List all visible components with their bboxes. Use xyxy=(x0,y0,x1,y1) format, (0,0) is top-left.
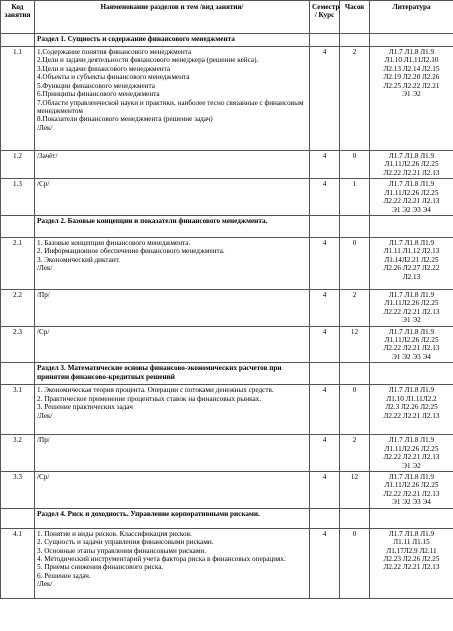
code-cell: 3.2 xyxy=(1,435,35,472)
hours-cell: 0 xyxy=(340,528,370,598)
literature-cell xyxy=(370,47,453,151)
hours-cell: 0 xyxy=(340,237,370,289)
topic-cell xyxy=(35,528,310,598)
literature-line: Э1 Э2 Э3 Э4 xyxy=(392,352,431,361)
semester-cell: 4 xyxy=(310,472,340,509)
literature-line: Л1.7 Л1.8 Л1.9 xyxy=(388,290,435,299)
topic-cell xyxy=(35,472,310,509)
section-code-cell xyxy=(1,508,35,528)
topic-line: 2.Цели и задачи деятельности финансового менеджера (решение кейса). xyxy=(37,56,259,65)
literature-cell xyxy=(370,289,453,326)
topic-cell xyxy=(35,326,310,363)
topic-line: 3.Цели и задачи финансового менеджмента xyxy=(37,64,171,73)
literature-cell xyxy=(370,237,453,289)
topic-cell xyxy=(35,237,310,289)
section-hours-cell xyxy=(340,215,370,237)
topic-cell xyxy=(35,385,310,435)
literature-line: Л2.22 Л2.21 Л2.13 xyxy=(383,563,440,572)
topic-cell xyxy=(35,435,310,472)
literature-line: Л1.7 Л1.8 Л1.9 xyxy=(388,238,435,247)
topic-line: 4. Методический инструментарий учета фактора риска в финансовых операциях. xyxy=(37,554,286,563)
section-semester-cell xyxy=(310,363,340,385)
header-row xyxy=(1,1,453,34)
section-code-cell xyxy=(1,363,35,385)
code-cell: 2.1 xyxy=(1,237,35,289)
section-row xyxy=(1,363,453,385)
code-cell: 2.3 xyxy=(1,326,35,363)
semester-cell: 4 xyxy=(310,528,340,598)
topic-line: /Ср/ xyxy=(37,473,50,482)
literature-line: Л2.22 Л2.21 Л2.13 xyxy=(383,197,440,206)
code-cell: 1.1 xyxy=(1,47,35,151)
topic-line: /Ср/ xyxy=(37,327,50,336)
literature-line: Л1.7 Л1.8 Л1.9 xyxy=(388,152,435,160)
literature-line: Л1.11Л2.26 Л2.25 xyxy=(384,299,439,308)
table-row xyxy=(1,435,453,472)
table-row xyxy=(1,179,453,216)
literature-cell xyxy=(370,179,453,216)
literature-line: Л1.10 Л1.11Л2.2 xyxy=(386,394,437,403)
topic-line: /Лек/ xyxy=(37,580,53,589)
literature-cell xyxy=(370,472,453,509)
topic-line: /Лек/ xyxy=(37,264,53,273)
literature-line: Э1 Э2 Э3 Э4 xyxy=(392,205,431,214)
literature-line: Л2.3 Л2.26 Л2.25 xyxy=(385,403,438,412)
topic-line: 3. Экономический диктант. xyxy=(37,255,121,264)
topic-line: 2. Сущность и задачи управления финансовыми рисками. xyxy=(37,538,214,547)
hours-cell: 2 xyxy=(340,289,370,326)
topic-line: 1. Базовые концепции финансового менеджмента. xyxy=(37,238,191,247)
section-lit-cell xyxy=(370,508,453,528)
semester-cell: 4 xyxy=(310,326,340,363)
semester-cell: 4 xyxy=(310,385,340,435)
topic-cell xyxy=(35,151,310,179)
code-cell: 4.1 xyxy=(1,528,35,598)
section-title: Раздел 3. Математические основы финансово-экономических расчетов при принятии финансово-кредитных решений xyxy=(35,363,310,385)
topic-line: 6.Принципы финансового менеджмента xyxy=(37,90,160,99)
section-code-cell xyxy=(1,215,35,237)
literature-line: Л1.7 Л1.8 Л1.9 xyxy=(388,529,435,538)
topic-line: 2. Информационное обеспечение финансового менеджмента. xyxy=(37,247,225,256)
header-code: Код занятия xyxy=(1,1,35,34)
topic-line: 1. Экономическая теория процента. Операции с потоками денежных средств. xyxy=(37,386,274,395)
literature-line: Л2.13 xyxy=(402,272,421,281)
topic-line: /Пр/ xyxy=(37,436,50,445)
literature-line: Л1.7 Л1.8 Л1.9 xyxy=(388,327,435,336)
topic-line: /Лек/ xyxy=(37,411,53,420)
table-row xyxy=(1,47,453,151)
header-semester: Семестр / Курс xyxy=(310,1,340,34)
section-title: Раздел 4. Риск и доходность. Управление корпоративными рисками. xyxy=(35,508,310,528)
table-row xyxy=(1,289,453,326)
table-row xyxy=(1,237,453,289)
section-hours-cell xyxy=(340,363,370,385)
section-title: Раздел 2. Базовые концепции и показатели финансового менеджмента. xyxy=(35,215,310,237)
literature-line: Э1 Э2 xyxy=(402,461,421,470)
literature-line: Л2.22 Л2.21 Л2.13 xyxy=(383,453,440,462)
literature-line: Л2.26 Л2.27 Л2.22 xyxy=(383,264,440,273)
code-cell: 1.2 xyxy=(1,151,35,179)
topic-line: 5.Функции финансового менеджмента xyxy=(37,81,155,90)
topic-cell xyxy=(35,289,310,326)
literature-line: Л1.7 Л1.8 Л1.9 xyxy=(388,48,435,56)
topic-cell xyxy=(35,47,310,151)
literature-line: Л1.7 Л1.8 Л1.9 xyxy=(388,473,435,482)
table-row xyxy=(1,472,453,509)
section-hours-cell xyxy=(340,508,370,528)
literature-line: Л1.11Л2.26 Л2.25 xyxy=(384,444,439,453)
semester-cell: 4 xyxy=(310,237,340,289)
literature-line: Л2.22 Л2.21 Л2.13 xyxy=(383,489,440,498)
hours-cell: 2 xyxy=(340,435,370,472)
literature-line: Л1.7 Л1.8 Л1.9 xyxy=(388,386,435,395)
table-row xyxy=(1,326,453,363)
topic-cell xyxy=(35,179,310,216)
literature-line: Л1.11Л2.26 Л2.25 xyxy=(384,481,439,490)
hours-cell: 1 xyxy=(340,179,370,216)
literature-line: Л1.7 Л1.8 Л1.9 xyxy=(388,436,435,445)
literature-line: Л1.11Л2.26 Л2.25 xyxy=(384,188,439,197)
section-lit-cell xyxy=(370,215,453,237)
literature-line: Л2.22 Л2.21 Л2.13 xyxy=(383,344,440,353)
literature-line: Л1.14Л2.21 Л2.25 xyxy=(384,255,439,264)
topic-line: 3. Основные этапы управления финансовыми рисками. xyxy=(37,546,207,555)
code-cell: 3.3 xyxy=(1,472,35,509)
literature-line: Л1.11Л2.26 Л2.25 xyxy=(384,336,439,345)
code-cell: 1.3 xyxy=(1,179,35,216)
table-row xyxy=(1,528,453,598)
literature-line: Л2.22 Л2.21 Л2.13 xyxy=(383,168,440,177)
literature-line: Л2.25 Л2.22 Л2.21 xyxy=(383,81,440,90)
literature-line: Л2.19 Л2.20 Л2.26 xyxy=(383,73,440,82)
hours-cell: 0 xyxy=(340,385,370,435)
literature-cell xyxy=(370,528,453,598)
section-row xyxy=(1,215,453,237)
topic-line: /Лек/ xyxy=(37,123,53,132)
literature-cell xyxy=(370,385,453,435)
literature-cell xyxy=(370,326,453,363)
hours-cell: 12 xyxy=(340,326,370,363)
hours-cell: 12 xyxy=(340,472,370,509)
literature-line: Л1.17Л2.9 Л2.11 xyxy=(386,546,437,555)
literature-cell xyxy=(370,151,453,179)
topic-line: 3. Решение практических задач xyxy=(37,403,133,412)
topic-line: 2. Практическое применение процентных ставок на финансовых рынках. xyxy=(37,394,262,403)
literature-line: Э1 Э2 xyxy=(402,90,421,99)
literature-line: Л2.13 Л2.14 Л2.15 xyxy=(383,64,440,73)
table-row xyxy=(1,385,453,435)
section-semester-cell xyxy=(310,508,340,528)
code-cell: 2.2 xyxy=(1,289,35,326)
section-row xyxy=(1,508,453,528)
topic-line: 4.Объекты и субъекты финансового менеджмента xyxy=(37,73,190,82)
header-literature: Литература xyxy=(370,1,453,34)
semester-cell: 4 xyxy=(310,435,340,472)
table-body xyxy=(1,34,453,599)
semester-cell: 4 xyxy=(310,179,340,216)
topic-line: /Зачёт/ xyxy=(37,152,58,160)
literature-line: Л1.11 Л1.15 xyxy=(393,538,430,547)
literature-line: Л1.11Л2.26 Л2.25 xyxy=(384,160,439,169)
section-lit-cell xyxy=(370,363,453,385)
topic-line: 7.Области управленческой науки и практики, наиболее тесно связанные с финансовым менеджментом xyxy=(37,98,306,115)
topic-line: /Ср/ xyxy=(37,180,50,189)
section-code-cell xyxy=(1,34,35,47)
literature-line: Л2.22 Л2.21 Л2.13 xyxy=(383,411,440,420)
literature-line: Л1.11 Л1.12 Л2.13 xyxy=(383,247,440,256)
section-semester-cell xyxy=(310,215,340,237)
semester-cell: 4 xyxy=(310,47,340,151)
literature-line: Л2.22 Л2.21 Л2.13 xyxy=(383,307,440,316)
literature-line: Л1.10 Л1.11Л2.10 xyxy=(384,56,439,65)
header-name: Наименование разделов и тем /вид занятия/ xyxy=(35,1,310,34)
literature-cell xyxy=(370,435,453,472)
code-cell: 3.1 xyxy=(1,385,35,435)
semester-cell: 4 xyxy=(310,151,340,179)
section-title: Раздел 1. Сущность и содержание финансового менеджмента xyxy=(35,34,310,47)
literature-line: Э1 Э2 Э3 Э4 xyxy=(392,498,431,507)
table-row xyxy=(1,151,453,179)
section-hours-cell xyxy=(340,34,370,47)
literature-line: Э1 Э2 xyxy=(402,316,421,325)
topic-line: /Пр/ xyxy=(37,290,50,299)
header-hours: Часов xyxy=(340,1,370,34)
semester-cell: 4 xyxy=(310,289,340,326)
topic-line: 6. Решение задач. xyxy=(37,571,91,580)
topic-line: 1. Понятие и виды рисков. Классификация рисков. xyxy=(37,529,192,538)
hours-cell: 0 xyxy=(340,151,370,179)
topic-line: 8.Показатели финансового менеджмента (решение задач) xyxy=(37,115,213,124)
section-row xyxy=(1,34,453,47)
section-lit-cell xyxy=(370,34,453,47)
section-semester-cell xyxy=(310,34,340,47)
literature-line: Л2.23 Л2.26 Л2.25 xyxy=(383,554,440,563)
topic-line: 1.Содержание понятия финансового менеджмента xyxy=(37,48,192,56)
hours-cell: 2 xyxy=(340,47,370,151)
topic-line: 5. Приемы снижения финансового риска. xyxy=(37,563,164,572)
literature-line: Л1.7 Л1.8 Л1.9 xyxy=(388,180,435,189)
